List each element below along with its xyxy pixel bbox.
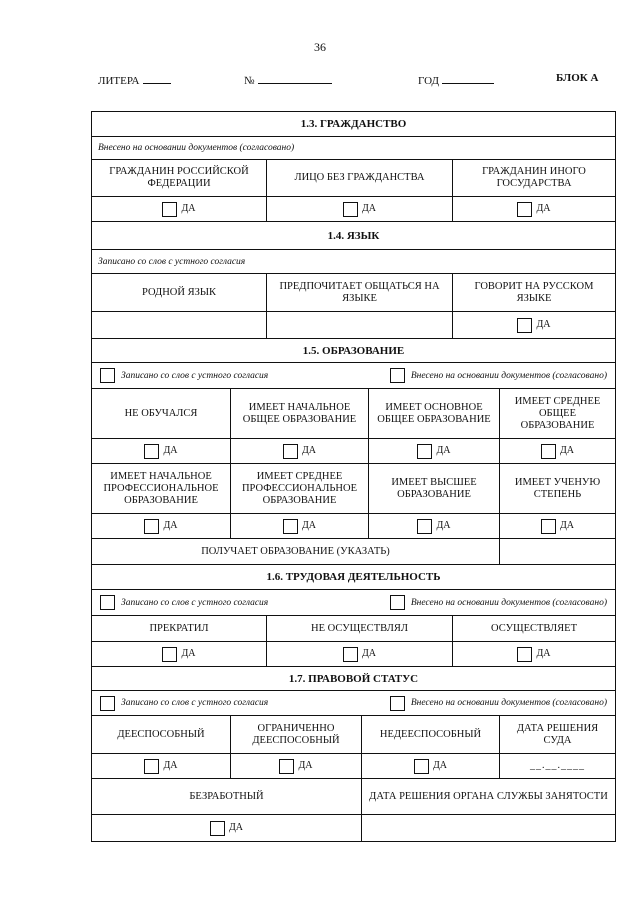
receiving-education-label: ПОЛУЧАЕТ ОБРАЗОВАНИЕ (УКАЗАТЬ) xyxy=(92,539,500,564)
citizenship-title-row xyxy=(92,112,615,137)
employment-header-row xyxy=(92,616,615,642)
citizenship-note: Внесено на основании документов (согласовано) xyxy=(98,143,295,153)
litera-field[interactable] xyxy=(98,72,171,87)
capable-checkbox[interactable] xyxy=(144,759,177,774)
checkbox-box[interactable] xyxy=(517,647,532,662)
language-title: 1.4. ЯЗЫК xyxy=(327,229,380,242)
secondary-vocational-label: ИМЕЕТ СРЕДНЕЕ ПРОФЕССИОНАЛЬНОЕ ОБРАЗОВАНИЕ xyxy=(231,464,369,513)
number-label: № xyxy=(244,75,255,87)
checkbox-box[interactable] xyxy=(414,759,429,774)
employment-checkbox-row xyxy=(92,642,615,667)
year-blank[interactable] xyxy=(442,72,494,84)
education-oral-option[interactable] xyxy=(100,368,268,383)
language-input-row xyxy=(92,312,615,339)
yes-label: ДА xyxy=(163,445,178,456)
employment-title: 1.6. ТРУДОВАЯ ДЕЯТЕЛЬНОСТЬ xyxy=(266,571,441,583)
year-field[interactable] xyxy=(418,72,494,87)
education-title-row xyxy=(92,339,615,363)
citizenship-stateless-checkbox[interactable] xyxy=(343,202,376,217)
academic-degree-checkbox[interactable] xyxy=(541,519,574,534)
checkbox-box[interactable] xyxy=(417,444,432,459)
basic-general-label: ИМЕЕТ ОСНОВНОЕ ОБЩЕЕ ОБРАЗОВАНИЕ xyxy=(369,389,500,438)
checkbox-box[interactable] xyxy=(541,519,556,534)
unemployed-checkbox[interactable] xyxy=(210,821,243,836)
citizenship-rf-checkbox[interactable] xyxy=(162,202,195,217)
legal-oral-option[interactable] xyxy=(100,696,268,711)
basic-general-checkbox[interactable] xyxy=(417,444,450,459)
checkbox-box[interactable] xyxy=(390,696,405,711)
education-row1-header xyxy=(92,389,615,439)
number-blank[interactable] xyxy=(258,72,332,84)
education-row1-checkboxes xyxy=(92,439,615,464)
citizenship-checkbox-row xyxy=(92,197,615,222)
legal-header-row xyxy=(92,716,615,754)
education-oral-label: Записано со слов с устного согласия xyxy=(121,370,269,381)
stopped-working-checkbox[interactable] xyxy=(162,647,195,662)
currently-working-checkbox[interactable] xyxy=(517,647,550,662)
checkbox-box[interactable] xyxy=(144,519,159,534)
limited-capable-checkbox[interactable] xyxy=(279,759,312,774)
higher-education-checkbox[interactable] xyxy=(417,519,450,534)
checkbox-box[interactable] xyxy=(517,202,532,217)
employment-oral-label: Записано со слов с устного согласия xyxy=(121,597,269,608)
court-decision-date-field[interactable]: __.__.____ xyxy=(530,760,585,771)
native-language-label: РОДНОЙ ЯЗЫК xyxy=(92,274,267,311)
employment-service-date-label: ДАТА РЕШЕНИЯ ОРГАНА СЛУЖБЫ ЗАНЯТОСТИ xyxy=(369,790,608,802)
citizenship-stateless-label: ЛИЦО БЕЗ ГРАЖДАНСТВА xyxy=(267,160,453,196)
checkbox-box[interactable] xyxy=(144,759,159,774)
legal-title: 1.7. ПРАВОВОЙ СТАТУС xyxy=(288,672,419,685)
yes-label: ДА xyxy=(559,445,575,456)
capable-label: ДЕЕСПОСОБНЫЙ xyxy=(92,716,231,753)
education-docs-label: Внесено на основании документов (согласовано) xyxy=(410,370,607,381)
secondary-general-label: ИМЕЕТ СРЕДНЕЕ ОБЩЕЕ ОБРАЗОВАНИЕ xyxy=(514,395,601,431)
yes-label: ДА xyxy=(163,760,178,771)
yes-label: ДА xyxy=(301,445,317,456)
checkbox-box[interactable] xyxy=(100,368,115,383)
yes-label: ДА xyxy=(432,760,448,771)
receiving-education-row xyxy=(92,539,615,565)
education-row2-checkboxes xyxy=(92,514,615,539)
checkbox-box[interactable] xyxy=(343,647,358,662)
yes-label: ДА xyxy=(436,520,451,531)
year-label: ГОД xyxy=(418,75,439,87)
citizenship-header-row xyxy=(92,160,615,197)
yes-label: ДА xyxy=(536,203,551,214)
yes-label: ДА xyxy=(436,445,451,456)
legal-source-row xyxy=(92,691,615,716)
court-decision-date-label: ДАТА РЕШЕНИЯ СУДА xyxy=(516,722,599,746)
document-header xyxy=(92,72,602,90)
language-title-row xyxy=(92,222,615,250)
education-source-row xyxy=(92,363,615,389)
employment-docs-label: Внесено на основании документов (согласовано) xyxy=(410,597,607,608)
citizenship-title: 1.3. ГРАЖДАНСТВО xyxy=(300,118,407,130)
language-header-row xyxy=(92,274,615,312)
academic-degree-label: ИМЕЕТ УЧЕНУЮ СТЕПЕНЬ xyxy=(514,476,601,500)
checkbox-box[interactable] xyxy=(283,519,298,534)
checkbox-box[interactable] xyxy=(100,595,115,610)
employment-service-date-input[interactable] xyxy=(362,815,615,841)
primary-general-label: ИМЕЕТ НАЧАЛЬНОЕ ОБЩЕЕ ОБРАЗОВАНИЕ xyxy=(231,389,369,438)
education-row2-header xyxy=(92,464,615,514)
primary-vocational-label: ИМЕЕТ НАЧАЛЬНОЕ ПРОФЕССИОНАЛЬНОЕ ОБРАЗОВАНИЕ xyxy=(92,464,231,513)
currently-working-label: ОСУЩЕСТВЛЯЕТ xyxy=(491,622,577,634)
receiving-education-input[interactable] xyxy=(500,539,615,564)
education-docs-option[interactable] xyxy=(390,368,607,383)
legal-title-row xyxy=(92,667,615,691)
unemployment-header-row xyxy=(92,779,615,815)
no-education-label: НЕ ОБУЧАЛСЯ xyxy=(92,389,231,438)
citizenship-foreign-label: ГРАЖДАНИН ИНОГО ГОСУДАРСТВА xyxy=(482,166,586,189)
number-field[interactable] xyxy=(244,72,332,87)
employment-title-row xyxy=(92,565,615,590)
limited-capable-label: ОГРАНИЧЕННО ДЕЕСПОСОБНЫЙ xyxy=(231,716,362,753)
incapable-label: НЕДЕЕСПОСОБНЫЙ xyxy=(362,716,500,753)
unemployment-input-row xyxy=(92,815,615,841)
checkbox-box[interactable] xyxy=(517,318,532,333)
speaks-russian-label: ГОВОРИТ НА РУССКОМ ЯЗЫКЕ xyxy=(474,280,594,304)
checkbox-box[interactable] xyxy=(144,444,159,459)
legal-docs-option[interactable] xyxy=(390,696,607,711)
speaks-russian-checkbox[interactable] xyxy=(517,318,550,333)
yes-label: ДА xyxy=(163,520,178,531)
stopped-working-label: ПРЕКРАТИЛ xyxy=(92,616,267,641)
employment-docs-option[interactable] xyxy=(390,595,607,610)
checkbox-box[interactable] xyxy=(210,821,225,836)
page-number: 36 xyxy=(314,40,326,54)
language-note: Записано со слов с устного согласия xyxy=(98,256,246,267)
native-language-input[interactable] xyxy=(92,312,267,338)
education-title: 1.5. ОБРАЗОВАНИЕ xyxy=(302,344,405,357)
checkbox-box[interactable] xyxy=(283,444,298,459)
yes-label: ДА xyxy=(181,648,196,659)
legal-docs-label: Внесено на основании документов (согласовано) xyxy=(410,698,607,708)
language-note-row xyxy=(92,250,615,274)
no-education-checkbox[interactable] xyxy=(144,444,177,459)
never-worked-checkbox[interactable] xyxy=(343,647,376,662)
yes-label: ДА xyxy=(181,203,196,214)
unemployed-label: БЕЗРАБОТНЫЙ xyxy=(92,779,362,814)
yes-label: ДА xyxy=(361,203,377,214)
preferred-language-label: ПРЕДПОЧИТАЕТ ОБЩАТЬСЯ НА ЯЗЫКЕ xyxy=(267,274,453,311)
preferred-language-input[interactable] xyxy=(267,312,453,338)
yes-label: ДА xyxy=(559,520,575,531)
legal-oral-label: Записано со слов с устного согласия xyxy=(121,698,269,708)
checkbox-box[interactable] xyxy=(343,202,358,217)
employment-oral-option[interactable] xyxy=(100,595,268,610)
legal-checkbox-row xyxy=(92,754,615,779)
primary-vocational-checkbox[interactable] xyxy=(144,519,177,534)
secondary-general-checkbox[interactable] xyxy=(541,444,574,459)
registration-form xyxy=(91,111,616,842)
yes-label: ДА xyxy=(536,648,551,659)
secondary-vocational-checkbox[interactable] xyxy=(283,519,316,534)
litera-blank[interactable] xyxy=(143,72,171,84)
checkbox-box[interactable] xyxy=(390,595,405,610)
yes-label: ДА xyxy=(298,760,313,771)
block-label: БЛОК А xyxy=(556,72,599,84)
citizenship-foreign-checkbox[interactable] xyxy=(517,202,550,217)
checkbox-box[interactable] xyxy=(390,368,405,383)
yes-label: ДА xyxy=(361,648,377,659)
citizenship-rf-label: ГРАЖДАНИН РОССИЙСКОЙ ФЕДЕРАЦИИ xyxy=(92,160,267,196)
checkbox-box[interactable] xyxy=(162,647,177,662)
litera-label: ЛИТЕРА xyxy=(98,75,140,87)
employment-source-row xyxy=(92,590,615,616)
citizenship-note-row xyxy=(92,137,615,160)
yes-label: ДА xyxy=(301,520,317,531)
checkbox-box[interactable] xyxy=(417,519,432,534)
checkbox-box[interactable] xyxy=(279,759,294,774)
never-worked-label: НЕ ОСУЩЕСТВЛЯЛ xyxy=(267,616,453,641)
checkbox-box[interactable] xyxy=(541,444,556,459)
yes-label: ДА xyxy=(536,319,551,330)
incapable-checkbox[interactable] xyxy=(414,759,447,774)
higher-education-label: ИМЕЕТ ВЫСШЕЕ ОБРАЗОВАНИЕ xyxy=(369,464,500,513)
yes-label: ДА xyxy=(228,822,244,833)
checkbox-box[interactable] xyxy=(100,696,115,711)
checkbox-box[interactable] xyxy=(162,202,177,217)
primary-general-checkbox[interactable] xyxy=(283,444,316,459)
